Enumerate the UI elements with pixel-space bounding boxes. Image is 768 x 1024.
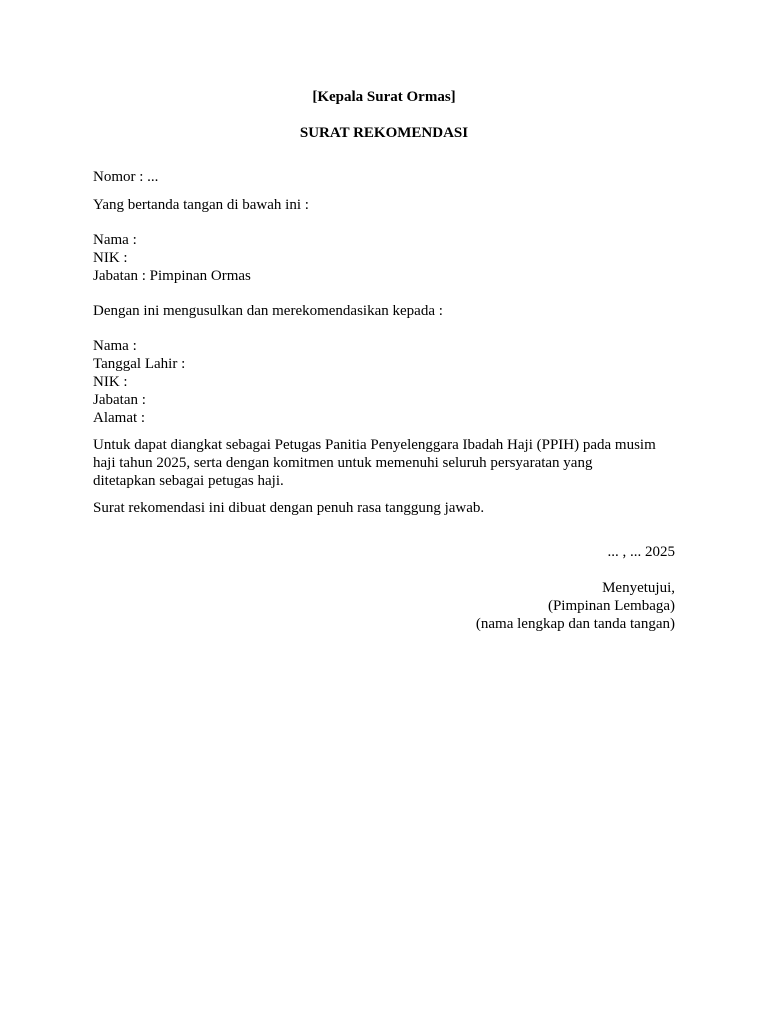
intro-text: Yang bertanda tangan di bawah ini :	[93, 197, 309, 213]
place-date: ... , ... 2025	[607, 544, 675, 560]
signer-position: Jabatan : Pimpinan Ormas	[93, 268, 251, 284]
body-line: haji tahun 2025, serta dengan komitmen untuk memenuhi seluruh persyaratan yang	[93, 455, 593, 471]
candidate-birthdate: Tanggal Lahir :	[93, 356, 186, 372]
candidate-position: Jabatan :	[93, 392, 146, 408]
letterhead: [Kepala Surat Ormas]	[312, 89, 456, 105]
approval-role: (Pimpinan Lembaga)	[547, 598, 675, 614]
candidate-nik: NIK :	[93, 374, 128, 390]
body-line: ditetapkan sebagai petugas haji.	[93, 473, 284, 489]
proposal-text: Dengan ini mengusulkan dan merekomendasikan kepada :	[93, 303, 443, 319]
signer-name: Nama :	[93, 232, 137, 248]
signature-note: (nama lengkap dan tanda tangan)	[475, 616, 675, 632]
candidate-address: Alamat :	[93, 410, 146, 426]
signer-nik: NIK :	[93, 250, 128, 266]
body-line: Untuk dapat diangkat sebagai Petugas Panitia Penyelenggara Ibadah Haji (PPIH) pada musim	[93, 437, 656, 453]
candidate-name: Nama :	[93, 338, 137, 354]
letter-title: SURAT REKOMENDASI	[299, 125, 469, 141]
closing-text: Surat rekomendasi ini dibuat dengan penuh rasa tanggung jawab.	[93, 500, 485, 516]
letter-number: Nomor : ...	[93, 169, 159, 185]
approval-label: Menyetujui,	[602, 580, 675, 596]
